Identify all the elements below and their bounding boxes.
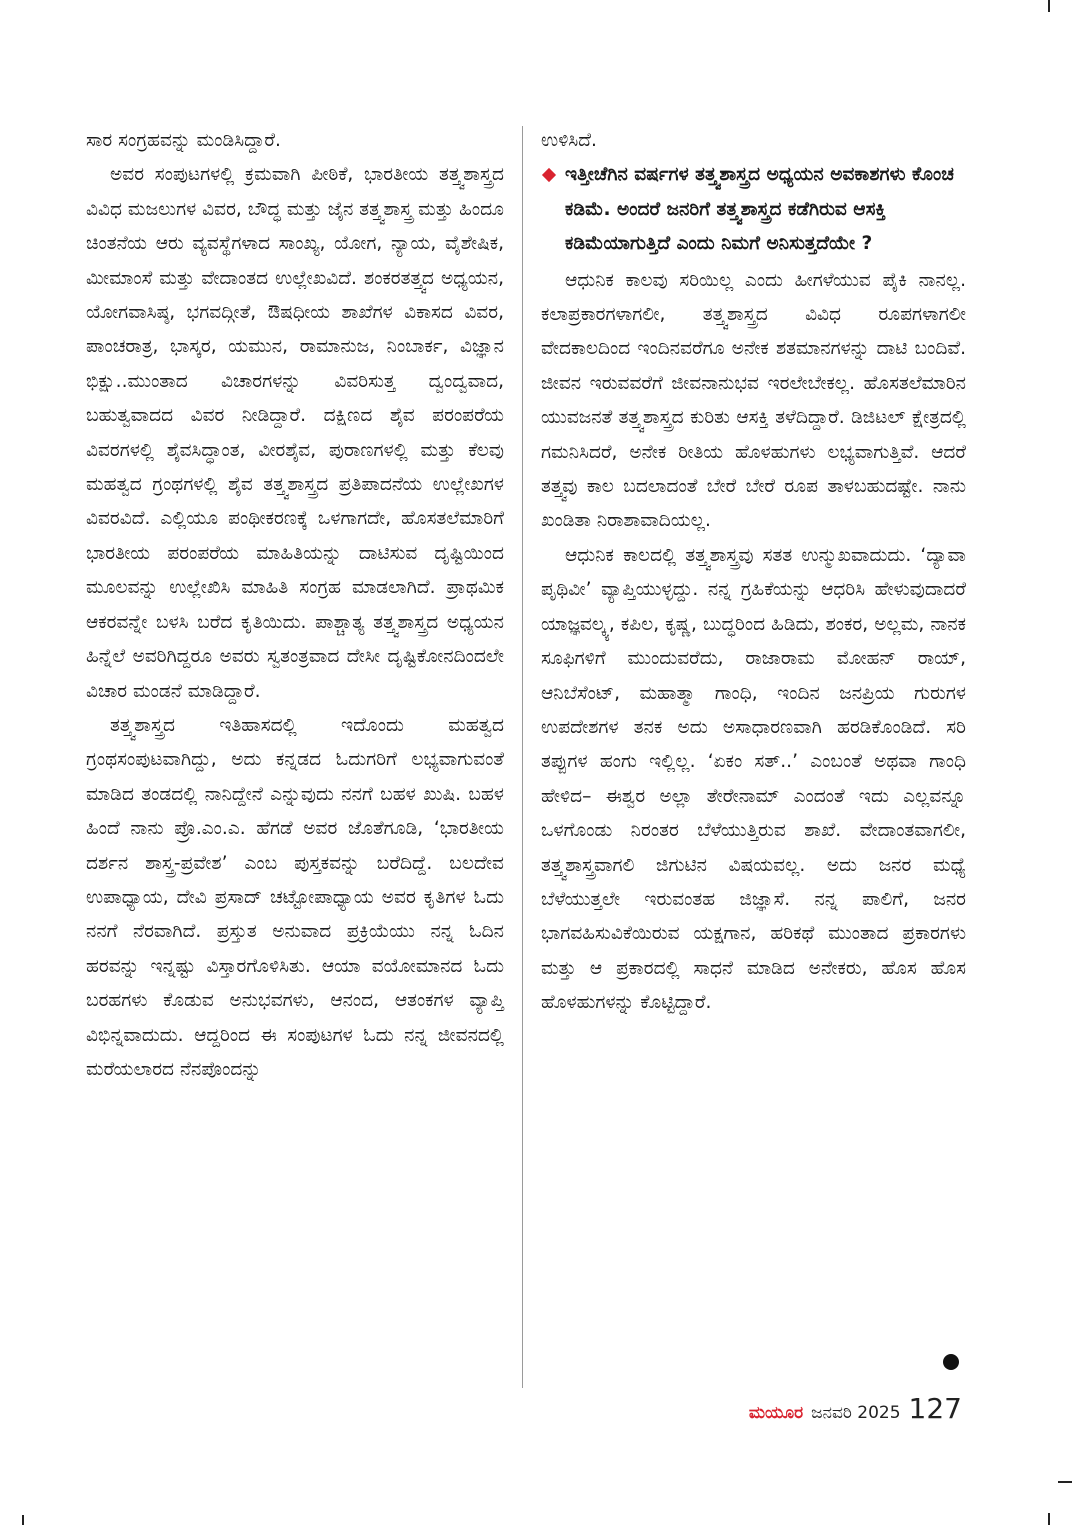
paragraph: ಅವರ ಸಂಪುಟಗಳಲ್ಲಿ ಕ್ರಮವಾಗಿ ಪೀಠಿಕೆ, ಭಾರತೀಯ ತತ್ತ್ವಶಾಸ್ತ್ರದ ವಿವಿಧ ಮಜಲುಗಳ ವಿವರ, ಬೌದ್ಧ ಮತ್ತು ಜೈನ ತತ್ತ್ವಶಾಸ್ತ್ರ ಮತ್ತು ಹಿಂದೂ ಚಿಂತನೆಯ ಆರು ವ್ಯವಸ್ಥೆಗಳಾದ ಸಾಂಖ್ಯ, ಯೋಗ, ನ್ಯಾಯ, ವೈಶೇಷಿಕ, ಮೀಮಾಂಸೆ ಮತ್ತು ವೇದಾಂತದ ಉಲ್ಲೇಖವಿದೆ. ಶಂಕರತತ್ತ್ವದ ಅಧ್ಯಯನ, ಯೋಗವಾಸಿಷ್ಠ, ಭಗವದ್ಗೀತೆ, ಔಷಧೀಯ ಶಾಖೆಗಳ ವಿಕಾಸದ ವಿವರ, ಪಾಂಚರಾತ್ರ, ಭಾಸ್ಕರ, ಯಮುನ, ರಾಮಾನುಜ, ನಿಂಬಾರ್ಕ, ವಿಜ್ಞಾನ ಭಿಕ್ಷು..ಮುಂತಾದ ವಿಚಾರಗಳನ್ನು ವಿವರಿಸುತ್ತ ದ್ವಂದ್ವವಾದ, ಬಹುತ್ವವಾದದ ವಿವರ ನೀಡಿದ್ದಾರೆ. ದಕ್ಷಿಣದ ಶೈವ ಪರಂಪರೆಯ ವಿವರಗಳಲ್ಲಿ ಶೈವಸಿದ್ಧಾಂತ, ವೀರಶೈವ, ಪುರಾಣಗಳಲ್ಲಿ ಮತ್ತು ಕೆಲವು ಮಹತ್ವದ ಗ್ರಂಥಗಳಲ್ಲಿ ಶೈವ ತತ್ತ್ವಶಾಸ್ತ್ರದ ಪ್ರತಿಪಾದನೆಯ ಉಲ್ಲೇಖಗಳ ವಿವರವಿದೆ. ಎಲ್ಲಿಯೂ ಪಂಥೀಕರಣಕ್ಕೆ ಒಳಗಾಗದೇ, ಹೊಸತಲೆಮಾರಿಗೆ ಭಾರತೀಯ ಪರಂಪರೆಯ ಮಾಹಿತಿಯನ್ನು ದಾಟಿಸುವ ದೃಷ್ಟಿಯಿಂದ ಮೂಲವನ್ನು ಉಲ್ಲೇಖಿಸಿ ಮಾಹಿತಿ ಸಂಗ್ರಹ ಮಾಡಲಾಗಿದೆ. ಪ್ರಾಥಮಿಕ ಆಕರವನ್ನೇ ಬಳಸಿ ಬರೆದ ಕೃತಿಯಿದು. ಪಾಶ್ಚಾತ್ಯ ತತ್ತ್ವಶಾಸ್ತ್ರದ ಅಧ್ಯಯನ ಹಿನ್ನೆಲೆ ಅವರಿಗಿದ್ದರೂ ಅವರು ಸ್ವತಂತ್ರವಾದ ದೇಸೀ ದೃಷ್ಟಿಕೋನದಿಂದಲೇ ವಿಚಾರ ಮಂಡನೆ ಮಾಡಿದ್ದಾರೆ. (86, 164, 504, 702)
paragraph: ಉಳಿಸಿದೆ. (541, 130, 597, 151)
diamond-bullet-icon (542, 168, 556, 182)
issue-date: ಜನವರಿ 2025 (811, 1403, 901, 1423)
column-divider (522, 126, 523, 1388)
crop-mark (1048, 0, 1050, 12)
crop-mark (22, 1515, 24, 1525)
magazine-name: ಮಯೂರ (748, 1403, 804, 1423)
crop-mark (1048, 1513, 1050, 1525)
left-column (86, 124, 504, 1087)
crop-mark (1058, 1481, 1072, 1483)
paragraph: ಸಾರ ಸಂಗ್ರಹವನ್ನು ಮಂಡಿಸಿದ್ದಾರೆ. (86, 130, 281, 151)
end-of-article-bullet-icon (943, 1354, 959, 1370)
page-footer (749, 1392, 962, 1425)
page-number: 127 (908, 1392, 962, 1425)
question-text: ಇತ್ತೀಚೆಗಿನ ವರ್ಷಗಳ ತತ್ತ್ವಶಾಸ್ತ್ರದ ಅಧ್ಯಯನ ಅವಕಾಶಗಳು ಕೊಂಚ ಕಡಿಮೆ. ಅಂದರೆ ಜನರಿಗೆ ತತ್ತ್ವಶಾಸ್ತ್ರದ ಕಡೆಗಿರುವ ಆಸಕ್ತಿ ಕಡಿಮೆಯಾಗುತ್ತಿದೆ ಎಂದು ನಿಮಗೆ ಅನಿಸುತ್ತದೆಯೇ ? (565, 164, 954, 255)
interview-question (541, 158, 966, 261)
right-column (541, 124, 966, 1021)
answer-paragraph: ಆಧುನಿಕ ಕಾಲದಲ್ಲಿ ತತ್ತ್ವಶಾಸ್ತ್ರವು ಸತತ ಉನ್ಮುಖವಾದುದು. ‘ದ್ಯಾವಾ ಪೃಥಿವೀ’ ವ್ಯಾಪ್ತಿಯುಳ್ಳದ್ದು. ನನ್ನ ಗ್ರಹಿಕೆಯನ್ನು ಆಧರಿಸಿ ಹೇಳುವುದಾದರೆ ಯಾಜ್ಞವಲ್ಕ್ಯ, ಕಪಿಲ, ಕೃಷ್ಣ, ಬುದ್ಧರಿಂದ ಹಿಡಿದು, ಶಂಕರ, ಅಲ್ಲಮ, ನಾನಕ ಸೂಫಿಗಳಿಗೆ ಮುಂದುವರೆದು, ರಾಜಾರಾಮ ಮೋಹನ್ ರಾಯ್, ಆನಿಬೆಸೆಂಟ್, ಮಹಾತ್ಮಾ ಗಾಂಧಿ, ಇಂದಿನ ಜನಪ್ರಿಯ ಗುರುಗಳ ಉಪದೇಶಗಳ ತನಕ ಅದು ಅಸಾಧಾರಣವಾಗಿ ಹರಡಿಕೊಂಡಿದೆ. ಸರಿ ತಪ್ಪುಗಳ ಹಂಗು ಇಲ್ಲಿಲ್ಲ. ‘ಏಕಂ ಸತ್..’ ಎಂಬಂತೆ ಅಥವಾ ಗಾಂಧಿ ಹೇಳಿದ– ಈಶ್ವರ ಅಲ್ಲಾ ತೇರೇನಾಮ್ ಎಂದಂತೆ ಇದು ಎಲ್ಲವನ್ನೂ ಒಳಗೊಂಡು ನಿರಂತರ ಬೆಳೆಯುತ್ತಿರುವ ಶಾಖೆ. ವೇದಾಂತವಾಗಲೀ, ತತ್ತ್ವಶಾಸ್ತ್ರವಾಗಲಿ ಜಿಗುಟಿನ ವಿಷಯವಲ್ಲ. ಅದು ಜನರ ಮಧ್ಯೆ ಬೆಳೆಯುತ್ತಲೇ ಇರುವಂತಹ ಜಿಜ್ಞಾಸೆ. ನನ್ನ ಪಾಲಿಗೆ, ಜನರ ಭಾಗವಹಿಸುವಿಕೆಯಿರುವ ಯಕ್ಷಗಾನ, ಹರಿಕಥೆ ಮುಂತಾದ ಪ್ರಕಾರಗಳು ಮತ್ತು ಆ ಪ್ರಕಾರದಲ್ಲಿ ಸಾಧನೆ ಮಾಡಿದ ಅನೇಕರು, ಹೊಸ ಹೊಸ ಹೊಳಹುಗಳನ್ನು ಕೊಟ್ಟಿದ್ದಾರೆ. (541, 544, 966, 1014)
answer-paragraph: ಆಧುನಿಕ ಕಾಲವು ಸರಿಯಿಲ್ಲ ಎಂದು ಹೀಗಳೆಯುವ ಪೈಕಿ ನಾನಲ್ಲ. ಕಲಾಪ್ರಕಾರಗಳಾಗಲೀ, ತತ್ತ್ವಶಾಸ್ತ್ರದ ವಿವಿಧ ರೂಪಗಳಾಗಲೀ ವೇದಕಾಲದಿಂದ ಇಂದಿನವರೆಗೂ ಅನೇಕ ಶತಮಾನಗಳನ್ನು ದಾಟಿ ಬಂದಿವೆ. ಜೀವನ ಇರುವವರೆಗೆ ಜೀವನಾನುಭವ ಇರಲೇಬೇಕಲ್ಲ. ಹೊಸತಲೆಮಾರಿನ ಯುವಜನತೆ ತತ್ತ್ವಶಾಸ್ತ್ರದ ಕುರಿತು ಆಸಕ್ತಿ ತಳೆದಿದ್ದಾರೆ. ಡಿಜಿಟಲ್ ಕ್ಷೇತ್ರದಲ್ಲಿ ಗಮನಿಸಿದರೆ, ಅನೇಕ ರೀತಿಯ ಹೊಳಹುಗಳು ಲಭ್ಯವಾಗುತ್ತಿವೆ. ಆದರೆ ತತ್ತ್ವವು ಕಾಲ ಬದಲಾದಂತೆ ಬೇರೆ ಬೇರೆ ರೂಪ ತಾಳಬಹುದಷ್ಟೇ. ನಾನು ಖಂಡಿತಾ ನಿರಾಶಾವಾದಿಯಲ್ಲ. (541, 269, 966, 532)
paragraph: ತತ್ತ್ವಶಾಸ್ತ್ರದ ಇತಿಹಾಸದಲ್ಲಿ ಇದೊಂದು ಮಹತ್ವದ ಗ್ರಂಥಸಂಪುಟವಾಗಿದ್ದು, ಅದು ಕನ್ನಡದ ಓದುಗರಿಗೆ ಲಭ್ಯವಾಗುವಂತೆ ಮಾಡಿದ ತಂಡದಲ್ಲಿ ನಾನಿದ್ದೇನೆ ಎನ್ನುವುದು ನನಗೆ ಬಹಳ ಖುಷಿ. ಬಹಳ ಹಿಂದೆ ನಾನು ಪ್ರೊ.ಎಂ.ಎ. ಹೆಗಡೆ ಅವರ ಜೊತೆಗೂಡಿ, ‘ಭಾರತೀಯ ದರ್ಶನ ಶಾಸ್ತ್ರ-ಪ್ರವೇಶ’ ಎಂಬ ಪುಸ್ತಕವನ್ನು ಬರೆದಿದ್ದೆ. ಬಲದೇವ ಉಪಾಧ್ಯಾಯ, ದೇವಿ ಪ್ರಸಾದ್ ಚಟ್ಟೋಪಾಧ್ಯಾಯ ಅವರ ಕೃತಿಗಳ ಓದು ನನಗೆ ನೆರವಾಗಿದೆ. ಪ್ರಸ್ತುತ ಅನುವಾದ ಪ್ರಕ್ರಿಯೆಯು ನನ್ನ ಓದಿನ ಹರವನ್ನು ಇನ್ನಷ್ಟು ವಿಸ್ತಾರಗೊಳಿಸಿತು. ಆಯಾ ವಯೋಮಾನದ ಓದು ಬರಹಗಳು ಕೊಡುವ ಅನುಭವಗಳು, ಆನಂದ, ಆತಂಕಗಳ ವ್ಯಾಪ್ತಿ ವಿಭಿನ್ನವಾದುದು. ಆದ್ದರಿಂದ ಈ ಸಂಪುಟಗಳ ಓದು ನನ್ನ ಜೀವನದಲ್ಲಿ ಮರೆಯಲಾರದ ನೆನಪೊಂದನ್ನು (86, 714, 504, 1080)
